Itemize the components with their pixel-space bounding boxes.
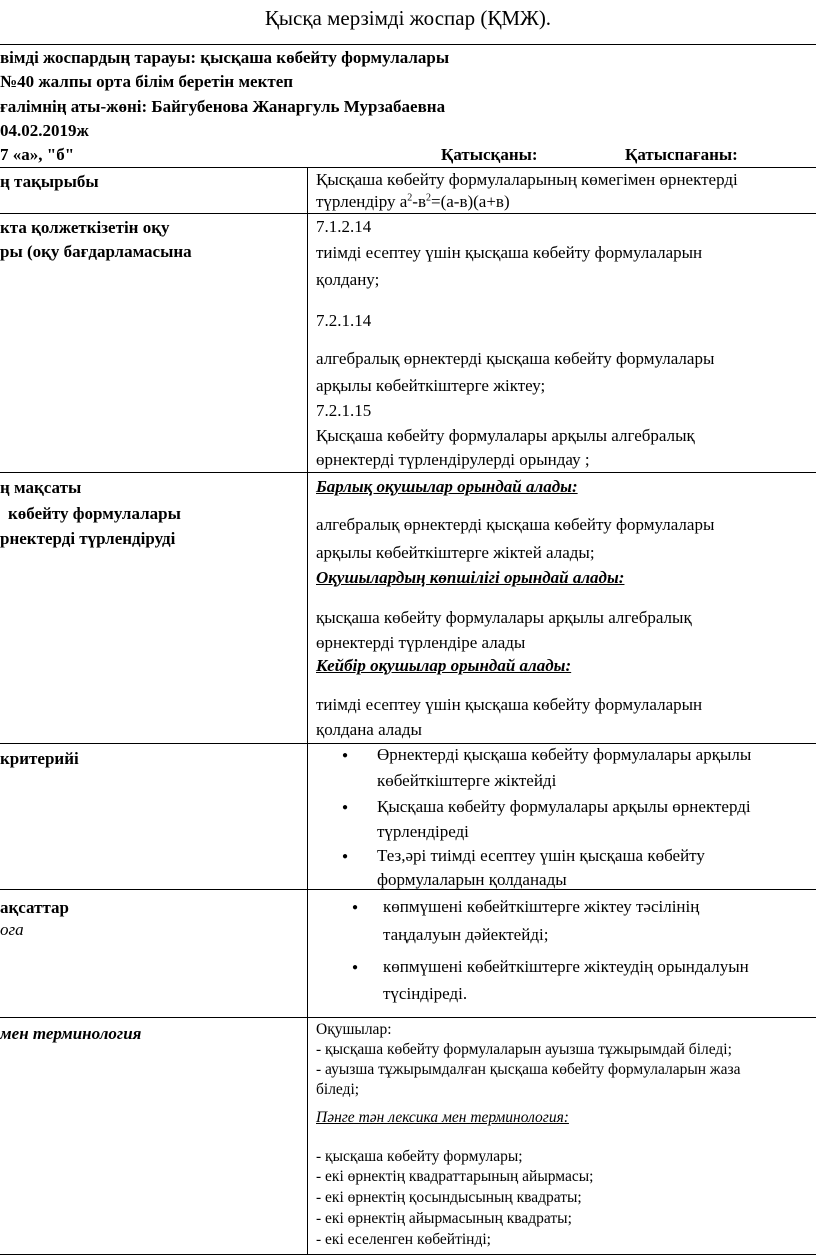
objective-code: 7.1.2.14 [316,217,372,236]
bullet-icon: ● [352,962,359,973]
objective-text: арқылы көбейткіштерге жіктеу; [316,376,546,395]
criteria-item: Өрнектерді қысқаша көбейту формулалары арқылы [377,745,752,764]
document-title: Қысқа мерзімді жоспар (ҚМЖ). [264,6,552,30]
criteria-item: Қысқаша көбейту формулалары арқылы өрнектерді [377,797,751,816]
row-divider [0,213,816,214]
aims-heading-some: Кейбір оқушылар орындай алады: [316,656,572,675]
table-top-border [0,44,816,45]
criteria-item: көбейткіштерге жіктейді [377,771,557,790]
plan-section: вімді жоспардың тарауы: қысқаша көбейту формулалары [0,48,450,67]
exponent: 2 [425,192,431,204]
language-label-2: ога [0,920,24,939]
school-name: №40 жалпы орта білім беретін мектеп [0,72,294,91]
aims-label-3: рнектерді түрлендіруді [0,529,176,548]
criteria-label: критерийі [0,749,79,768]
bullet-icon: ● [342,750,349,761]
topic-label: ң тақырыбы [0,172,99,191]
topic-line-1: Қысқаша көбейту формулаларының көмегімен өрнектерді [316,170,738,189]
present-label: Қатысқаны: [441,145,538,164]
terms-line: - ауызша тұжырымдалған қысқаша көбейту формулаларын жаза [316,1061,741,1078]
formula-part: түрлендіру а [316,192,408,211]
teacher-name: ғалімнің аты-жөні: Байгубенова Жанаргуль Мурзабаевна [0,97,446,116]
terms-heading: Пәнге тән лексика мен терминология: [316,1109,569,1126]
language-item: көпмүшені көбейткіштерге жіктеудің орындалуын [383,957,749,976]
objective-text: Қысқаша көбейту формулалары арқылы алгебралық [316,426,695,445]
terms-line: - қысқаша көбейту формулаларын ауызша тұжырымдай біледі; [316,1041,732,1058]
row-divider [0,167,816,168]
aims-label-2: көбейту формулалары [8,504,181,523]
terms-line: - екі өрнектің айырмасының квадраты; [316,1210,572,1227]
criteria-item: түрлендіреді [377,822,469,841]
objective-text: алгебралық өрнектерді қысқаша көбейту формулалары [316,349,715,368]
terms-line: Оқушылар: [316,1021,392,1038]
terms-line: - қысқаша көбейту формулары; [316,1148,523,1165]
objective-text: қолдану; [316,270,380,289]
formula-part: -в [412,192,426,211]
objective-code: 7.2.1.15 [316,401,372,420]
aims-text: арқылы көбейткіштерге жіктей алады; [316,543,595,562]
bullet-icon: ● [342,851,349,862]
aims-text: қолдана алады [316,720,422,739]
aims-text: алгебралық өрнектерді қысқаша көбейту формулалары [316,515,715,534]
class-name: 7 «а», "б" [0,145,75,164]
objectives-label-1: кта қолжеткізетін оқу [0,218,170,237]
aims-heading-all: Барлық оқушылар орындай алады: [316,477,578,496]
terms-line: - екі еселенген көбейтінді; [316,1231,491,1248]
exponent: 2 [407,192,413,204]
terms-line: біледі; [316,1081,360,1098]
terms-line: - екі өрнектің қосындысының квадраты; [316,1189,582,1206]
terminology-label: мен терминология [0,1024,142,1043]
language-label-1: ақсаттар [0,898,69,917]
objective-code: 7.2.1.14 [316,311,372,330]
aims-text: өрнектерді түрлендіре алады [316,633,526,652]
language-item: түсіндіреді. [383,984,468,1003]
terms-line: - екі өрнектің квадраттарының айырмасы; [316,1168,594,1185]
formula-part: =(а-в)(а+в) [430,192,510,211]
aims-text: қысқаша көбейту формулалары арқылы алгебралық [316,608,692,627]
bullet-icon: ● [352,902,359,913]
objectives-label-2: ры (оқу бағдарламасына [0,242,192,261]
criteria-item: Тез,әрі тиімді есептеу үшін қысқаша көбейту [377,846,705,865]
row-divider [0,1017,816,1018]
objective-text: өрнектерді түрлендірулерді орындау ; [316,450,590,469]
lesson-date: 04.02.2019ж [0,121,89,140]
language-item: таңдалуын дәйектейді; [383,925,549,944]
language-item: көпмүшені көбейткіштерге жіктеу тәсілінің [383,897,700,916]
topic-formula [316,191,738,213]
column-divider [307,167,308,1255]
criteria-item: формулаларын қолданады [377,870,567,889]
aims-heading-most: Оқушылардың көпшілігі орындай алады: [316,568,625,587]
bullet-icon: ● [342,802,349,813]
aims-text: тиімді есептеу үшін қысқаша көбейту формулаларын [316,695,703,714]
absent-label: Қатыспағаны: [625,145,738,164]
topic-value [316,169,738,213]
row-divider [0,472,816,473]
objective-text: тиімді есептеу үшін қысқаша көбейту формулаларын [316,243,703,262]
row-divider [0,743,816,744]
table-bottom-border [0,1254,816,1255]
aims-label-1: ң мақсаты [0,478,82,497]
